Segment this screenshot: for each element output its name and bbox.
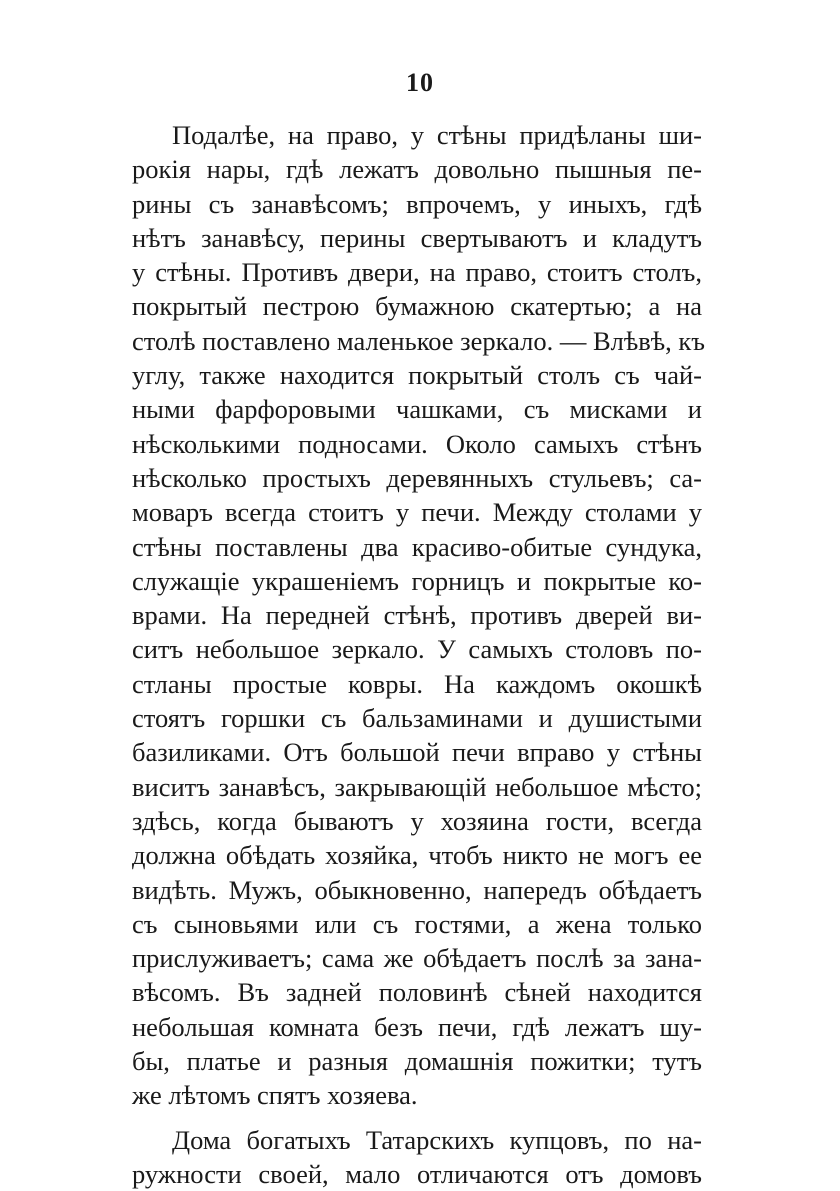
text-line: должна обѣдать хозяйка, чтобъ никто не могъ ее — [132, 840, 702, 871]
text-line: нѣтъ занавѣсу, перины свертываютъ и кладутъ — [132, 222, 702, 253]
text-line: углу, также находится покрытый столъ съ чай- — [132, 360, 702, 391]
text-line: у стѣны. Противъ двери, на право, стоитъ столъ, — [132, 257, 702, 288]
text-line: Дома богатыхъ Татарскихъ купцовъ, по на- — [172, 1124, 702, 1155]
text-line: прислуживаетъ; сама же обѣдаетъ послѣ за зана- — [132, 943, 702, 974]
text-line: Подалѣе, на право, у стѣны придѣланы ши- — [172, 120, 702, 150]
text-line: ными фарфоровыми чашками, съ мисками и — [132, 394, 702, 425]
text-line: рокія нары, гдѣ лежатъ довольно пышныя пе- — [132, 154, 702, 185]
text-line: вѣсомъ. Въ задней половинѣ сѣней находится — [132, 977, 702, 1008]
paragraph-gap — [132, 1113, 702, 1123]
body-text — [132, 118, 705, 1191]
text-line: небольшая комната безъ печи, гдѣ лежатъ шу- — [132, 1011, 702, 1042]
text-line: служащіе украшеніемъ горницъ и покрытые ко- — [132, 565, 702, 596]
text-line: же лѣтомъ спятъ хозяева. — [132, 1080, 418, 1111]
text-line: рины съ занавѣсомъ; впрочемъ, у иныхъ, гдѣ — [132, 188, 702, 219]
text-line: стоятъ горшки съ бальзаминами и душистыми — [132, 703, 702, 734]
text-line: нѣсколькими подносами. Около самыхъ стѣнъ — [132, 428, 702, 459]
text-line: стѣны поставлены два красиво-обитые сундука, — [132, 531, 702, 562]
text-line: базиликами. Отъ большой печи вправо у стѣны — [132, 737, 702, 768]
page-number: 10 — [406, 68, 434, 97]
text-line: съ сыновьями или съ гостями, а жена только — [132, 908, 702, 939]
text-line: здѣсь, когда бываютъ у хозяина гости, всегда — [132, 805, 702, 836]
text-line: виситъ занавѣсъ, закрывающій небольшое мѣсто; — [132, 771, 702, 802]
text-line: бы, платье и разныя домашнія пожитки; тутъ — [132, 1046, 702, 1077]
text-line: стланы простые ковры. На каждомъ окошкѣ — [132, 668, 702, 699]
text-line: врами. На передней стѣнѣ, противъ дверей ви- — [132, 600, 702, 631]
text-line: видѣть. Мужъ, обыкновенно, напередъ обѣдаетъ — [132, 874, 702, 905]
paragraph — [132, 118, 705, 1113]
text-line: ситъ небольшое зеркало. У самыхъ столовъ по- — [132, 634, 702, 665]
text-line: столѣ поставлено маленькое зеркало. — Влѣвѣ, къ — [132, 325, 705, 356]
text-line: ружности своей, мало отличаются отъ домовъ — [132, 1158, 702, 1189]
paragraph — [132, 1123, 702, 1191]
text-line: нѣсколько простыхъ деревянныхъ стульевъ; са- — [132, 462, 702, 493]
text-line: моваръ всегда стоитъ у печи. Между столами у — [132, 497, 702, 528]
text-line: покрытый пестрою бумажною скатертью; а на — [132, 291, 702, 322]
